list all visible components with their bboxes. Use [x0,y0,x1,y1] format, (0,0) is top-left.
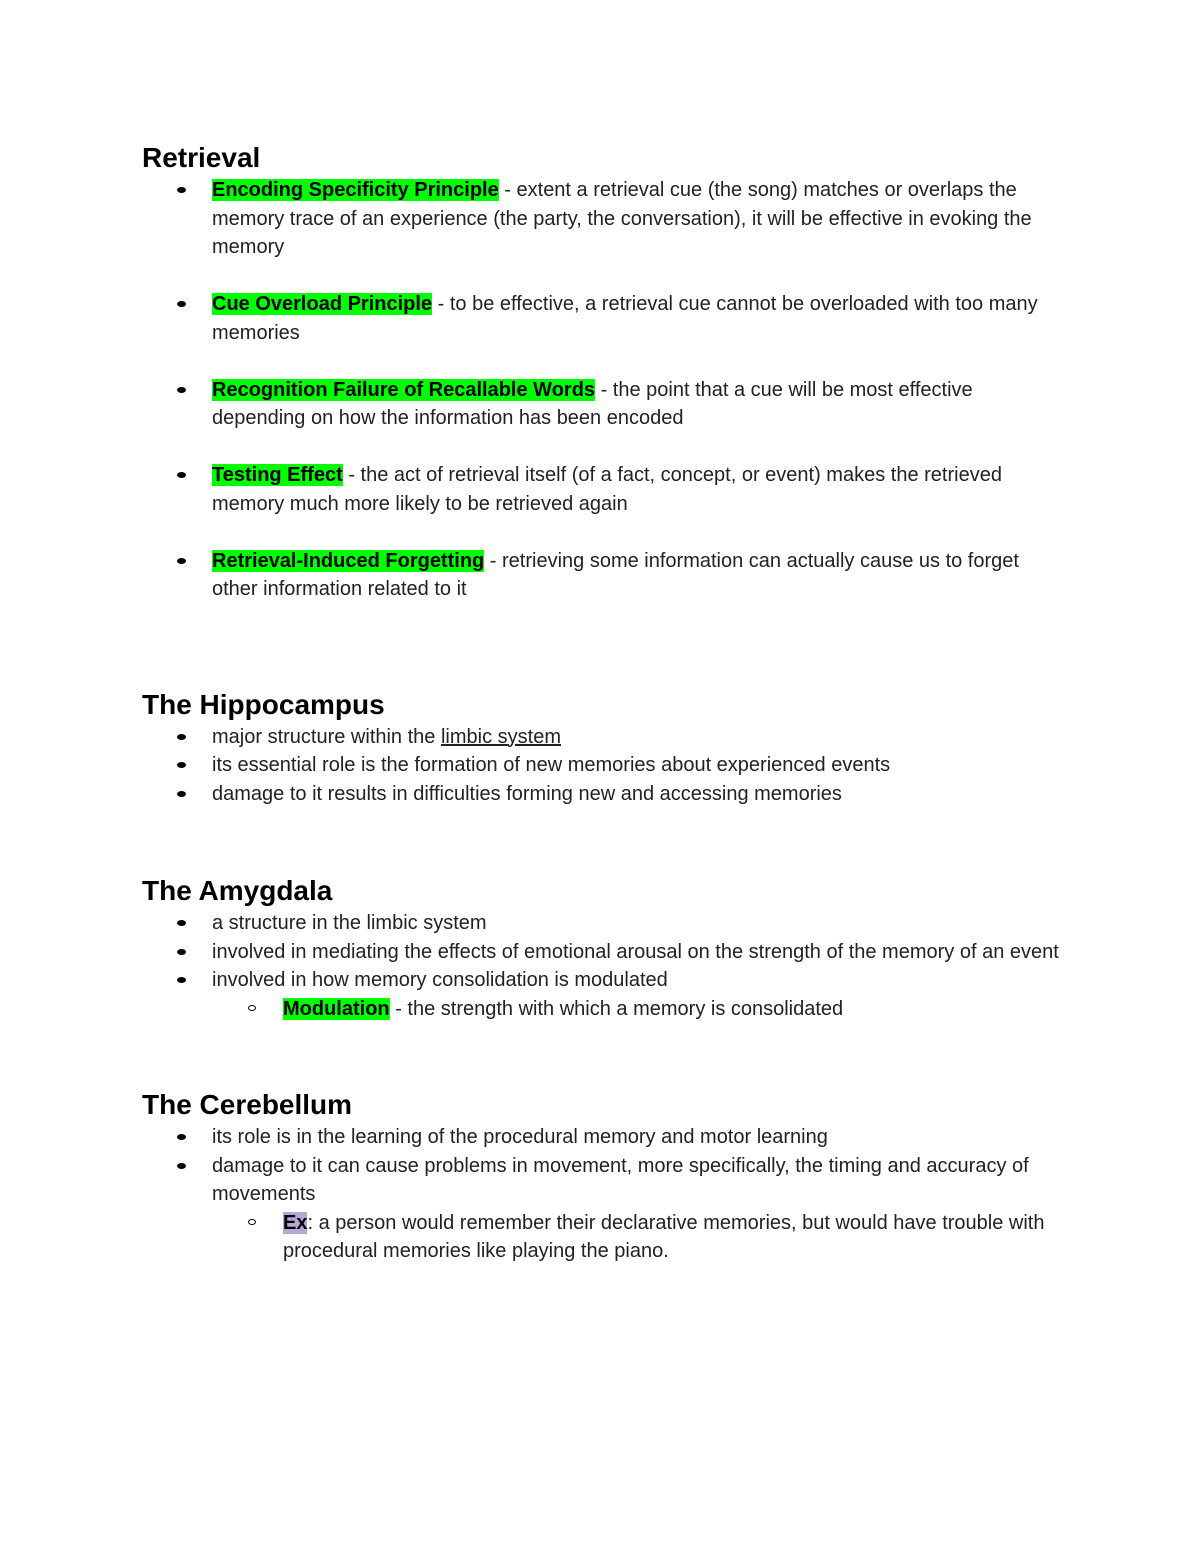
bullet-icon [177,734,186,740]
bullet-icon [177,301,186,307]
term-highlight: Retrieval-Induced Forgetting [212,549,485,572]
section-title-hippocampus: The Hippocampus [142,688,385,720]
bullet-icon [177,472,186,478]
cerebellum-list [142,1123,1067,1266]
term-highlight-purple: Ex [283,1211,308,1234]
bullet-icon [177,558,186,564]
bullet-icon [177,949,186,955]
list-item [142,909,1067,938]
list-item [142,751,1067,780]
list-item [142,1123,1067,1152]
section-hippocampus [142,687,1067,809]
section-amygdala [142,873,1067,1023]
item-text: damage to it can cause problems in movement, more specifically, the timing and accuracy of movements [212,1154,1029,1205]
definition-text: - the act of retrieval itself (of a fact, concept, or event) makes the retrieved memory much more likely to be retrieved again [212,464,1002,515]
bullet-icon [177,977,186,983]
definition-text: - extent a retrieval cue (the song) matches or overlaps the memory trace of an experience (the party, the conversation), it will be effective in evoking the memory [212,179,1032,258]
list-item [142,461,1067,518]
section-cerebellum [142,1087,1067,1266]
item-text: involved in mediating the effects of emotional arousal on the strength of the memory of an event [212,940,1059,963]
term-highlight: Recognition Failure of Recallable Words [212,378,596,401]
item-text: its essential role is the formation of new memories about experienced events [212,754,891,776]
list-item [142,1152,1067,1266]
hollow-bullet-icon [248,1005,256,1011]
sub-list-item [212,1209,1067,1266]
definition-text: - retrieving some information can actually cause us to forget other information related to it [212,549,1019,600]
list-item [142,723,1067,752]
definition-text: - to be effective, a retrieval cue cannot be overloaded with too many memories [212,293,1038,344]
hippocampus-list [142,723,1067,809]
item-text: involved in how memory consolidation is modulated [212,969,668,991]
limbic-system-link[interactable]: limbic system [440,725,561,748]
bullet-icon [177,791,186,797]
bullet-icon [177,187,186,193]
amygdala-list [142,909,1067,1023]
term-highlight: Testing Effect [212,464,343,486]
section-title-cerebellum: The Cerebellum [142,1089,353,1120]
document-page [142,140,1067,1266]
bullet-icon [177,762,186,768]
list-item [142,290,1067,347]
item-text: its role is in the learning of the procedural memory and motor learning [212,1126,828,1148]
item-text: damage to it results in difficulties forming new and accessing memories [212,782,842,805]
cerebellum-sublist [212,1209,1067,1266]
item-text: a structure in the limbic system [212,912,487,934]
section-title-retrieval: Retrieval [142,142,261,173]
term-highlight: Cue Overload Principle [212,293,433,315]
example-text: : a person would remember their declarative memories, but would have trouble with procedural memories like playing the piano. [283,1211,1045,1262]
list-item [142,376,1067,433]
definition-text: - the point that a cue will be most effective depending on how the information has been encoded [212,378,973,429]
term-highlight: Modulation [283,997,390,1020]
item-text: major structure within the [212,725,441,748]
list-item [142,176,1067,262]
retrieval-list [142,176,1067,604]
sub-list-item [212,995,1067,1024]
bullet-icon [177,387,186,393]
bullet-icon [177,1134,186,1140]
list-item [142,547,1067,604]
bullet-icon [177,1163,186,1169]
amygdala-sublist [212,995,1067,1024]
list-item [142,780,1067,809]
section-title-amygdala: The Amygdala [142,875,333,906]
section-retrieval [142,140,1067,604]
definition-text: - the strength with which a memory is consolidated [389,997,844,1020]
list-item [142,966,1067,1023]
hollow-bullet-icon [248,1219,256,1225]
term-highlight: Encoding Specificity Principle [212,179,499,201]
bullet-icon [177,920,186,926]
list-item [142,938,1067,967]
